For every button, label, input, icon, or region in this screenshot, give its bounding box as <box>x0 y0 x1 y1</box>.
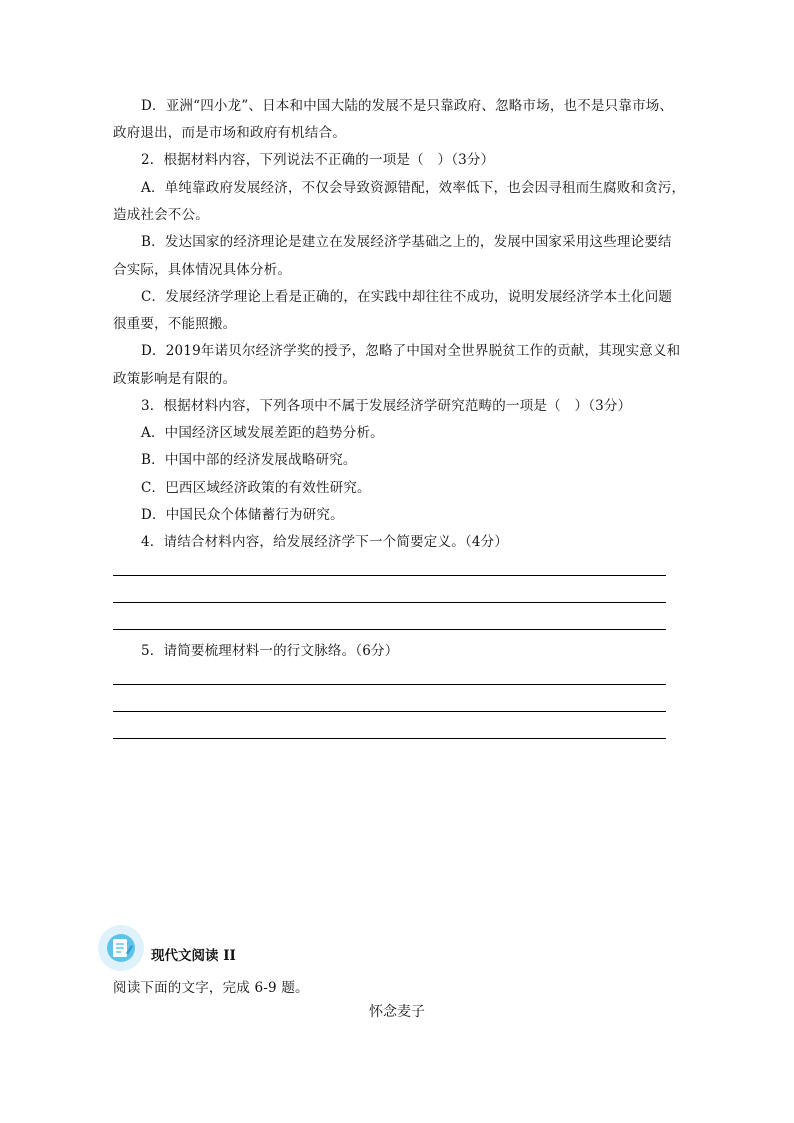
q2-option-c-line1: C．发展经济学理论上看是正确的，在实践中却往往不成功，说明发展经济学本土化问题 <box>141 289 673 305</box>
q1-option-d-line2: 政府退出，而是市场和政府有机结合。 <box>113 125 346 141</box>
q3-option-d: D．中国民众个体储蓄行为研究。 <box>141 507 344 523</box>
q2-stem: 2．根据材料内容，下列说法不正确的一项是（ ）（3分） <box>141 152 495 168</box>
notebook-pencil-icon <box>98 925 144 971</box>
q2-option-d-line1: D．2019年诺贝尔经济学奖的授予，忽略了中国对全世界脱贫工作的贡献，其现实意义和 <box>141 343 681 359</box>
q2-option-d-line2: 政策影响是有限的。 <box>113 371 237 387</box>
q2-option-b-line2: 合实际，具体情况具体分析。 <box>113 262 292 278</box>
q2-option-c-line2: 很重要，不能照搬。 <box>113 316 237 332</box>
article-title: 怀念麦子 <box>369 1004 425 1020</box>
q5-answer-line-3[interactable] <box>113 738 666 739</box>
q3-option-b: B．中国中部的经济发展战略研究。 <box>141 452 357 468</box>
q2-option-a-line1: A．单纯靠政府发展经济，不仅会导致资源错配，效率低下，也会因寻租而生腐败和贪污， <box>141 180 686 196</box>
section-title: 现代文阅读 II <box>151 948 236 964</box>
q4-answer-line-1[interactable] <box>113 575 666 576</box>
q3-option-a: A．中国经济区域发展差距的趋势分析。 <box>141 425 384 441</box>
q4-answer-line-3[interactable] <box>113 629 666 630</box>
q5-answer-line-1[interactable] <box>113 684 666 685</box>
q2-option-b-line1: B．发达国家的经济理论是建立在发展经济学基础之上的，发展中国家采用这些理论要结 <box>141 234 672 250</box>
q4-answer-line-2[interactable] <box>113 602 666 603</box>
q3-option-c: C．巴西区域经济政策的有效性研究。 <box>141 480 371 496</box>
q5-answer-line-2[interactable] <box>113 711 666 712</box>
q5-stem: 5．请简要梳理材料一的行文脉络。（6分） <box>141 643 399 659</box>
q2-option-a-line2: 造成社会不公。 <box>113 207 209 223</box>
q1-option-d-line1: D．亚洲“四小龙”、日本和中国大陆的发展不是只靠政府、忽略市场，也不是只靠市场、 <box>141 98 674 114</box>
q4-stem: 4．请结合材料内容，给发展经济学下一个简要定义。（4分） <box>141 534 509 550</box>
section-instruction: 阅读下面的文字，完成 6-9 题。 <box>113 980 309 996</box>
q3-stem: 3．根据材料内容，下列各项中不属于发展经济学研究范畴的一项是（ ）（3分） <box>141 398 632 414</box>
